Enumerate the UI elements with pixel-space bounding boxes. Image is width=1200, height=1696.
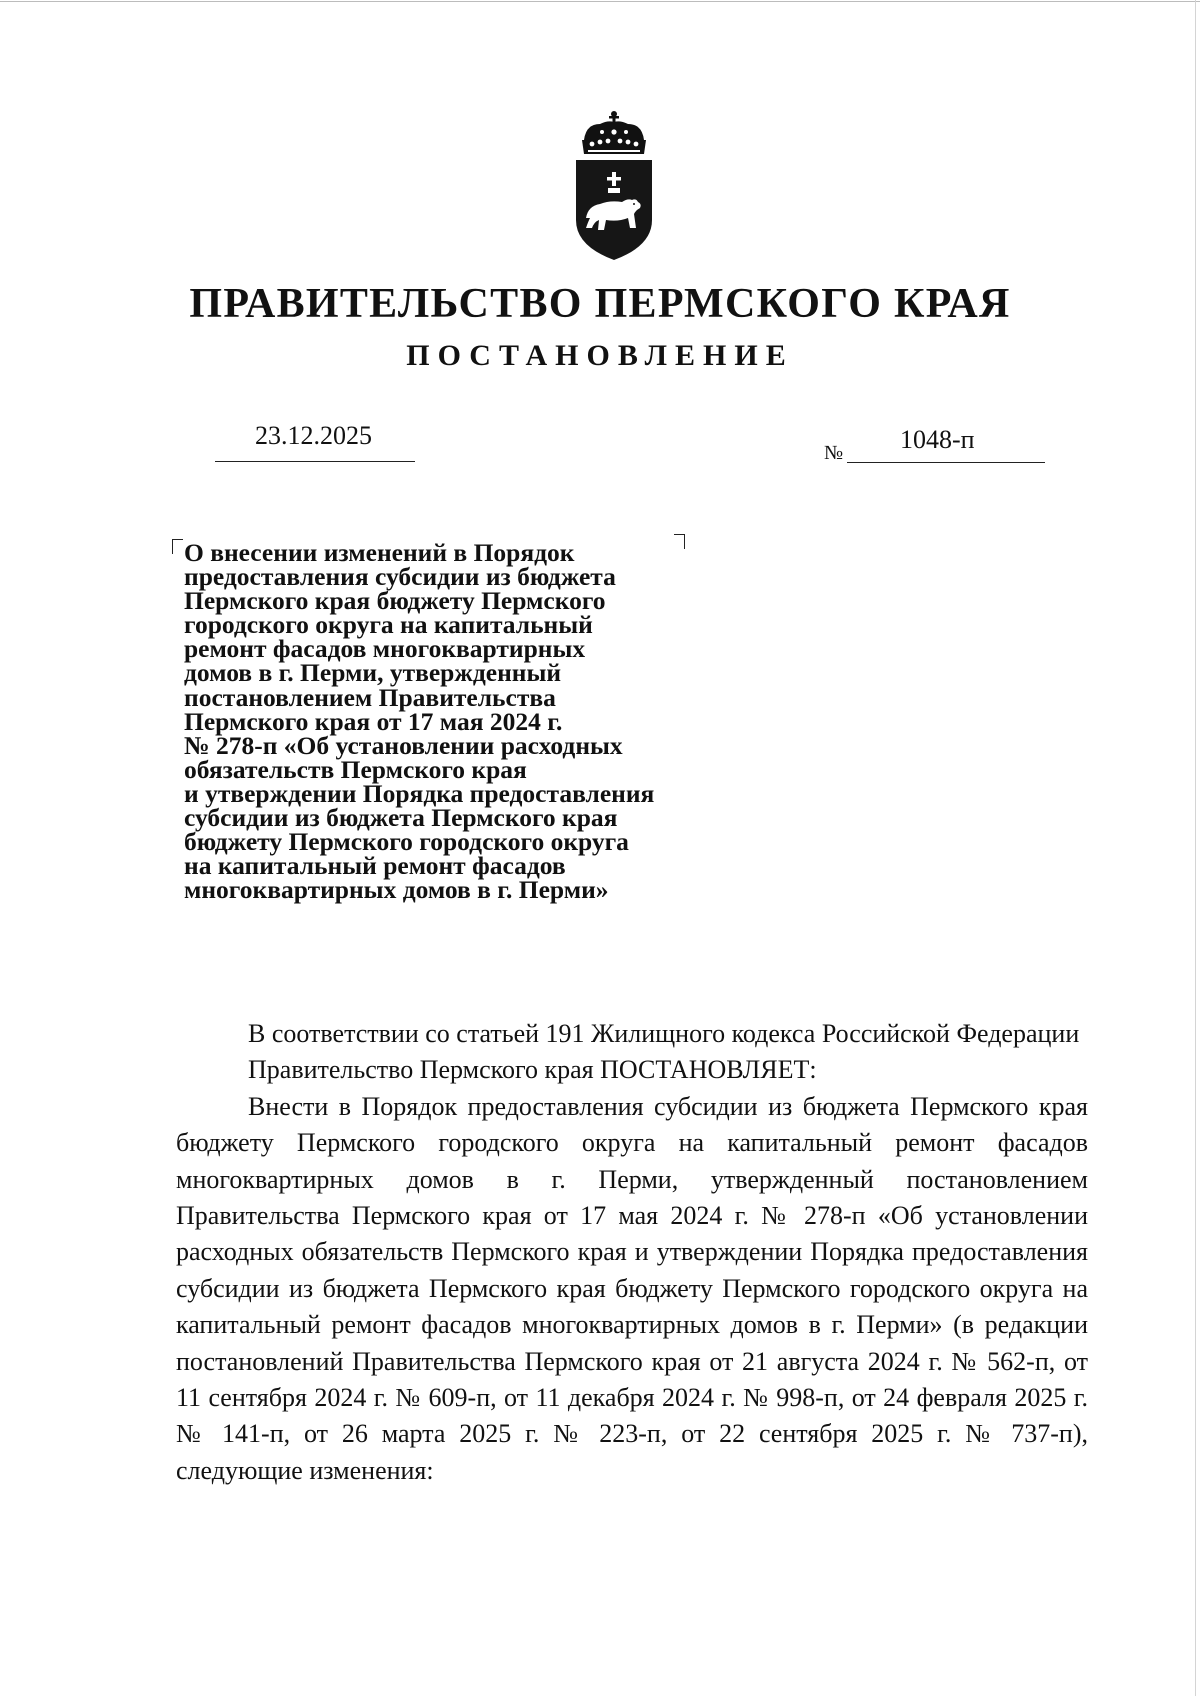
heading-line: бюджету Пермского городского округа — [184, 827, 629, 857]
date-underline — [215, 461, 415, 462]
heading-line: субсидии из бюджета Пермского края — [184, 803, 618, 833]
heading-line: постановлением Правительства — [184, 682, 556, 712]
heading-line: О внесении изменений в Порядок — [184, 538, 575, 567]
document-body — [176, 1016, 1088, 1489]
heading-line: Пермского края от 17 мая 2024 г. — [184, 706, 563, 736]
body-paragraph-basis: В соответствии со статьей 191 Жилищного кодекса Российской Федерации — [248, 1019, 1080, 1048]
document-number: 1048-п — [900, 425, 975, 454]
government-title: ПРАВИТЕЛЬСТВО ПЕРМСКОГО КРАЯ — [189, 281, 1011, 327]
heading-line: № 278-п «Об установлении расходных — [184, 730, 623, 760]
document-type: ПОСТАНОВЛЕНИЕ — [406, 339, 794, 372]
heading-line: ремонт фасадов многоквартирных — [184, 634, 586, 664]
number-underline — [847, 462, 1045, 463]
perm-krai-coat-of-arms-icon — [566, 110, 662, 264]
heading-line: обязательств Пермского края — [184, 754, 527, 784]
heading-line: городского округа на капитальный — [184, 610, 593, 640]
heading-line: предоставления субсидии из бюджета — [184, 562, 616, 592]
document-date: 23.12.2025 — [255, 421, 372, 450]
heading-line: многоквартирных домов в г. Перми» — [184, 875, 609, 905]
heading-line: домов в г. Перми, утвержденный — [184, 658, 562, 688]
heading-line: на капитальный ремонт фасадов — [184, 851, 566, 881]
title-corner-left — [172, 539, 183, 554]
heading-line: и утверждении Порядка предоставления — [184, 778, 655, 808]
heading-line: Пермского края бюджету Пермского — [184, 586, 606, 616]
number-sign: № — [824, 442, 844, 464]
body-paragraph-resolves: Правительство Пермского края ПОСТАНОВЛЯЕТ: — [248, 1055, 817, 1085]
body-paragraph-amendments: Внести в Порядок предоставления субсидии из бюджета Пермского края бюджету Пермского городского округа на капитальный ремонт фасадов многоквартирных домов в г. Перми, утвержденный постановлением Правительства Пермского края от 17 мая 2024 г. № 278-п «Об установлении расходных обязательств Пермского края и утверждении Порядка предоставления субсидии из бюджета Пермского края бюджету Пермского городского округа на капитальный ремонт фасадов многоквартирных домов в г. Перми» (в редакции постановлений Правительства Пермского края от 21 августа 2024 г. № 562-п, от 11 сентября 2024 г. № 609-п, от 11 декабря 2024 г. № 998-п, от 24 февраля 2025 г. № 141-п, от 26 марта 2025 г. № 223-п, от 22 сентября 2025 г. № 737-п), следующие изменения: — [176, 1091, 1088, 1485]
document-heading — [184, 538, 744, 905]
